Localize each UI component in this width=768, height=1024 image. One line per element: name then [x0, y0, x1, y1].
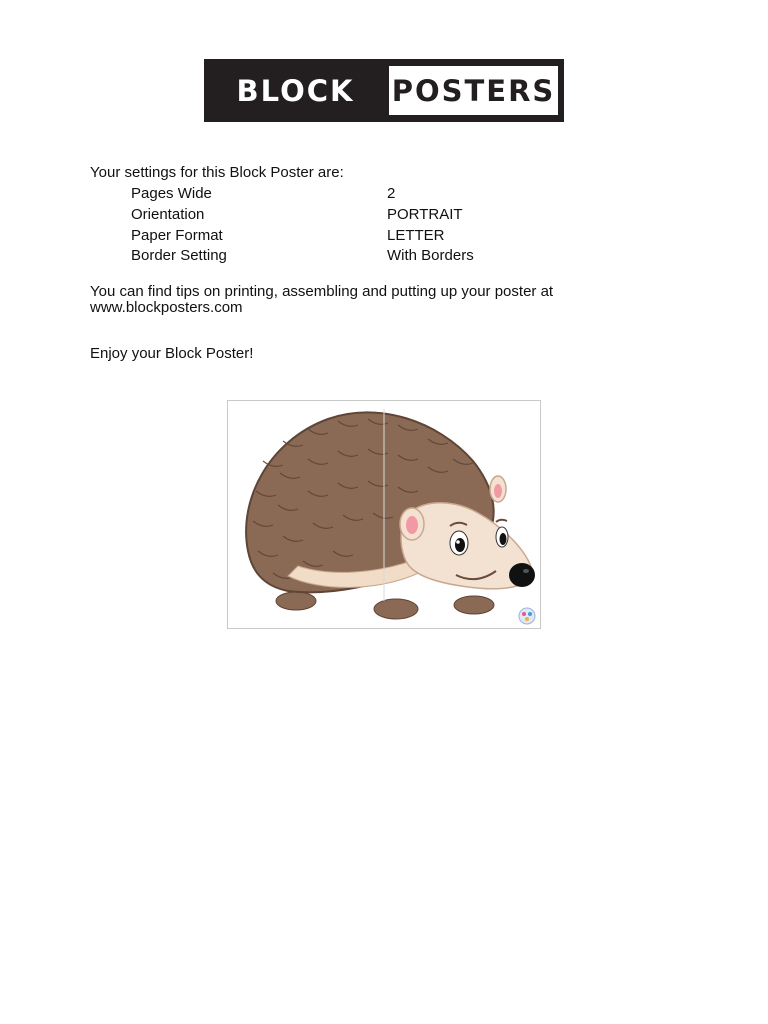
poster-preview [227, 400, 541, 629]
setting-label-paper-format: Paper Format [131, 227, 223, 244]
setting-value-orientation: PORTRAIT [387, 206, 463, 223]
nose-shape [509, 563, 535, 587]
watermark-icon [519, 608, 535, 624]
block-posters-logo [204, 59, 564, 122]
tips-text: You can find tips on printing, assembling and putting up your poster at [90, 283, 554, 300]
setting-value-paper-format: LETTER [387, 227, 445, 244]
tips-paragraph [90, 284, 553, 316]
setting-label-orientation: Orientation [131, 206, 205, 223]
setting-label-pages-wide: Pages Wide [131, 185, 212, 202]
website-link[interactable]: www.blockposters.com [90, 299, 243, 316]
logo-block-word: BLOCK [236, 73, 355, 108]
hedgehog-feet [276, 592, 494, 619]
setting-label-border-setting: Border Setting [131, 247, 227, 264]
setting-value-border-setting: With Borders [387, 247, 474, 264]
setting-value-pages-wide: 2 [387, 185, 396, 202]
hedgehog-image [228, 401, 540, 628]
enjoy-message: Enjoy your Block Poster! [90, 345, 254, 362]
settings-intro: Your settings for this Block Poster are: [90, 164, 344, 181]
logo-posters-word: POSTERS [389, 66, 558, 115]
